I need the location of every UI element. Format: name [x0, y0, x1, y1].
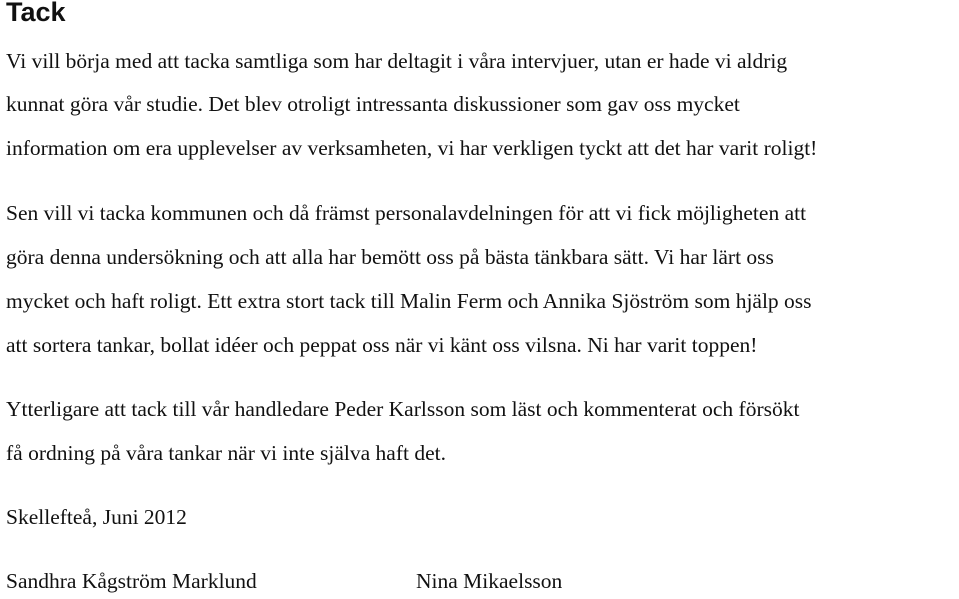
page-heading: Tack: [6, 0, 66, 27]
paragraph-line: Sen vill vi tacka kommunen och då främst personalavdelningen för att vi fick möjligheten att: [6, 201, 807, 225]
paragraph-line: mycket och haft roligt. Ett extra stort tack till Malin Ferm och Annika Sjöström som hjälp oss: [6, 289, 812, 313]
paragraph-line: få ordning på våra tankar när vi inte själva haft det.: [6, 441, 446, 465]
paragraph-line: Vi vill börja med att tacka samtliga som har deltagit i våra intervjuer, utan er hade vi aldrig: [6, 49, 788, 73]
paragraph-line: Ytterligare att tack till vår handledare Peder Karlsson som läst och kommenterat och försökt: [6, 397, 800, 421]
signature-author-1: Sandhra Kågström Marklund: [6, 569, 257, 593]
place-date: Skellefteå, Juni 2012: [6, 505, 187, 529]
paragraph-line: kunnat göra vår studie. Det blev otroligt intressanta diskussioner som gav oss mycket: [6, 92, 740, 116]
paragraph-line: att sortera tankar, bollat idéer och peppat oss när vi känt oss vilsna. Ni har varit toppen!: [6, 333, 758, 357]
signature-author-2: Nina Mikaelsson: [416, 569, 563, 593]
paragraph-line: information om era upplevelser av verksamheten, vi har verkligen tyckt att det har varit roligt!: [6, 136, 818, 160]
paragraph-line: göra denna undersökning och att alla har bemött oss på bästa tänkbara sätt. Vi har lärt oss: [6, 245, 774, 269]
